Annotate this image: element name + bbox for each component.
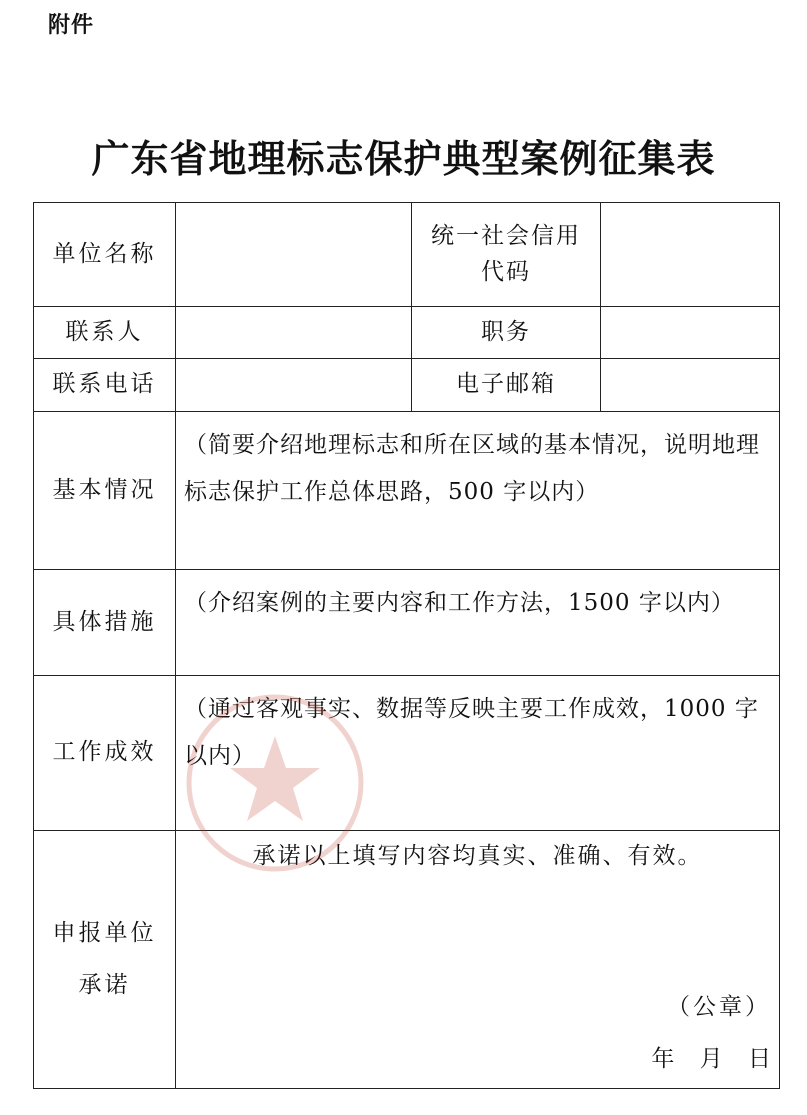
credit-code-label [412,203,601,307]
results-desc[interactable]: （通过客观事实、数据等反映主要工作成效，1000 字以内） [176,676,780,831]
position-field[interactable] [601,307,780,359]
row-measures [34,570,780,676]
measures-label: 具体措施 [34,570,176,676]
row-basic [34,412,780,570]
position-label: 职务 [412,307,601,359]
row-results [34,676,780,831]
basic-desc[interactable]: （简要介绍地理标志和所在区域的基本情况，说明地理标志保护工作总体思路，500 字以内） [176,412,780,570]
measures-desc[interactable]: （介绍案例的主要内容和工作方法，1500 字以内） [176,570,780,676]
results-label: 工作成效 [34,676,176,831]
promise-text: 承诺以上填写内容均真实、准确、有效。 [252,843,703,869]
contact-field[interactable] [176,307,412,359]
promise-label-line1: 申报单位 [52,919,157,946]
case-collection-form [33,202,780,1089]
row-unit [34,203,780,307]
row-contact [34,307,780,359]
credit-code-label-line2: 代码 [481,258,531,285]
contact-label: 联系人 [34,307,176,359]
basic-label: 基本情况 [34,412,176,570]
unit-name-label: 单位名称 [34,203,176,307]
promise-cell[interactable] [176,831,780,1089]
promise-label-line2: 承诺 [78,971,131,998]
row-promise [34,831,780,1089]
promise-label [34,831,176,1089]
email-field[interactable] [601,359,780,412]
page-title: 广东省地理标志保护典型案例征集表 [91,136,716,181]
attachment-label: 附件 [48,13,95,38]
credit-code-field[interactable] [601,203,780,307]
email-label: 电子邮箱 [412,359,601,412]
phone-field[interactable] [176,359,412,412]
phone-label: 联系电话 [34,359,176,412]
seal-text: （公章） [667,994,771,1021]
date-text: 年 月 日 [651,1046,771,1073]
unit-name-field[interactable] [176,203,412,307]
credit-code-label-line1: 统一社会信用 [431,222,581,249]
row-phone [34,359,780,412]
